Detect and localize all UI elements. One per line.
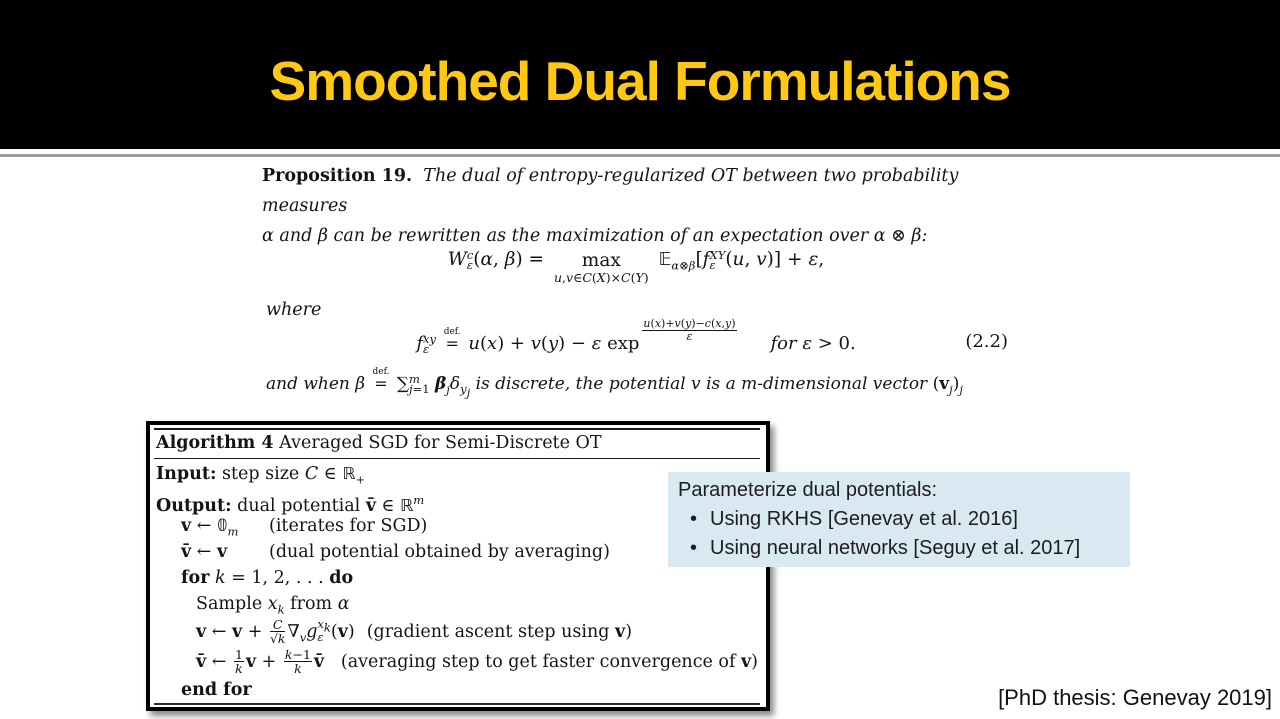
- callout-bullet-rkhs: [678, 505, 1130, 534]
- algorithm-line-init-v: v ← $𝟘_m$ (iterates for SGD): [181, 516, 428, 539]
- algorithm-line-output: Output: dual potential v̄ ∈ ℝ$^m$: [156, 493, 425, 516]
- slide-title: Smoothed Dual Formulations: [269, 49, 1011, 112]
- algorithm-bottom-rule: [154, 703, 760, 705]
- algorithm-title: [154, 428, 760, 459]
- algorithm-title-label: Algorithm 4: [156, 433, 274, 453]
- algorithm-line-for: for k = 1, 2, . . . do: [181, 568, 354, 588]
- algorithm-line-average: v̄ ← $\frac{1}{k}$ v + $\frac{k-1}{k}$ v̄ (averaging step to get faster convergence of v): [196, 647, 758, 676]
- algorithm-line-gradient: v ← v + $\frac{C}{√k}$ $\nabla_vg$ $x_k$ ε (v) (gradient ascent step using v): [196, 616, 633, 646]
- equation-number: (2.2): [965, 331, 1008, 352]
- algorithm-line-input: Input: step size C ∈ ℝ$_+$: [156, 464, 366, 487]
- algorithm-line-sample: Sample $x_k$ from α: [196, 594, 350, 617]
- equation-2-2: [262, 318, 1010, 366]
- callout-box: [668, 472, 1130, 567]
- algorithm-line-endfor: end for: [181, 680, 252, 700]
- callout-bullet-text: Using neural networks [Seguy et al. 2017]: [710, 537, 1081, 559]
- equation-dual-formulation: W c ε (α, β) = max u,v∈C(X)×C(Y) 𝔼$_{\alpha\otimes\beta}$[f XY ε (u, v)] + ε,: [447, 248, 825, 285]
- bullet-icon: •: [690, 508, 698, 530]
- header-bar: [0, 0, 1280, 149]
- callout-bullet-text: Using RKHS [Genevay et al. 2016]: [710, 508, 1018, 530]
- callout-bullet-neural: [678, 534, 1130, 563]
- callout-title: Parameterize dual potentials:: [678, 479, 938, 501]
- equation-2-2-body: f xy ε def. = u(x) + v(y) − ε exp $\frac{u(x)+v(y)-c(x,y)}{\varepsilon}$ for ε > 0.: [416, 317, 856, 356]
- bullet-icon: •: [690, 537, 698, 559]
- algorithm-line-init-vbar: v̄ ← v (dual potential obtained by averaging): [181, 542, 610, 562]
- where-label: where: [266, 300, 322, 320]
- proposition-text: Proposition 19. The dual of entropy-regularized OT between two probability measures α and β can be rewritten as the maximization of an expectation over α ⊗ β:: [262, 166, 959, 246]
- separator-line: [0, 152, 1280, 159]
- citation-text: [PhD thesis: Genevay 2019]: [998, 685, 1272, 710]
- discrete-case-text: and when β def. = ∑ m j=1 $\beta_j\delta_{y_j}$ is discrete, the potential v is a m-dimensional vector $(v_j)_j$: [266, 367, 963, 400]
- algorithm-title-text: Averaged SGD for Semi-Discrete OT: [273, 433, 602, 453]
